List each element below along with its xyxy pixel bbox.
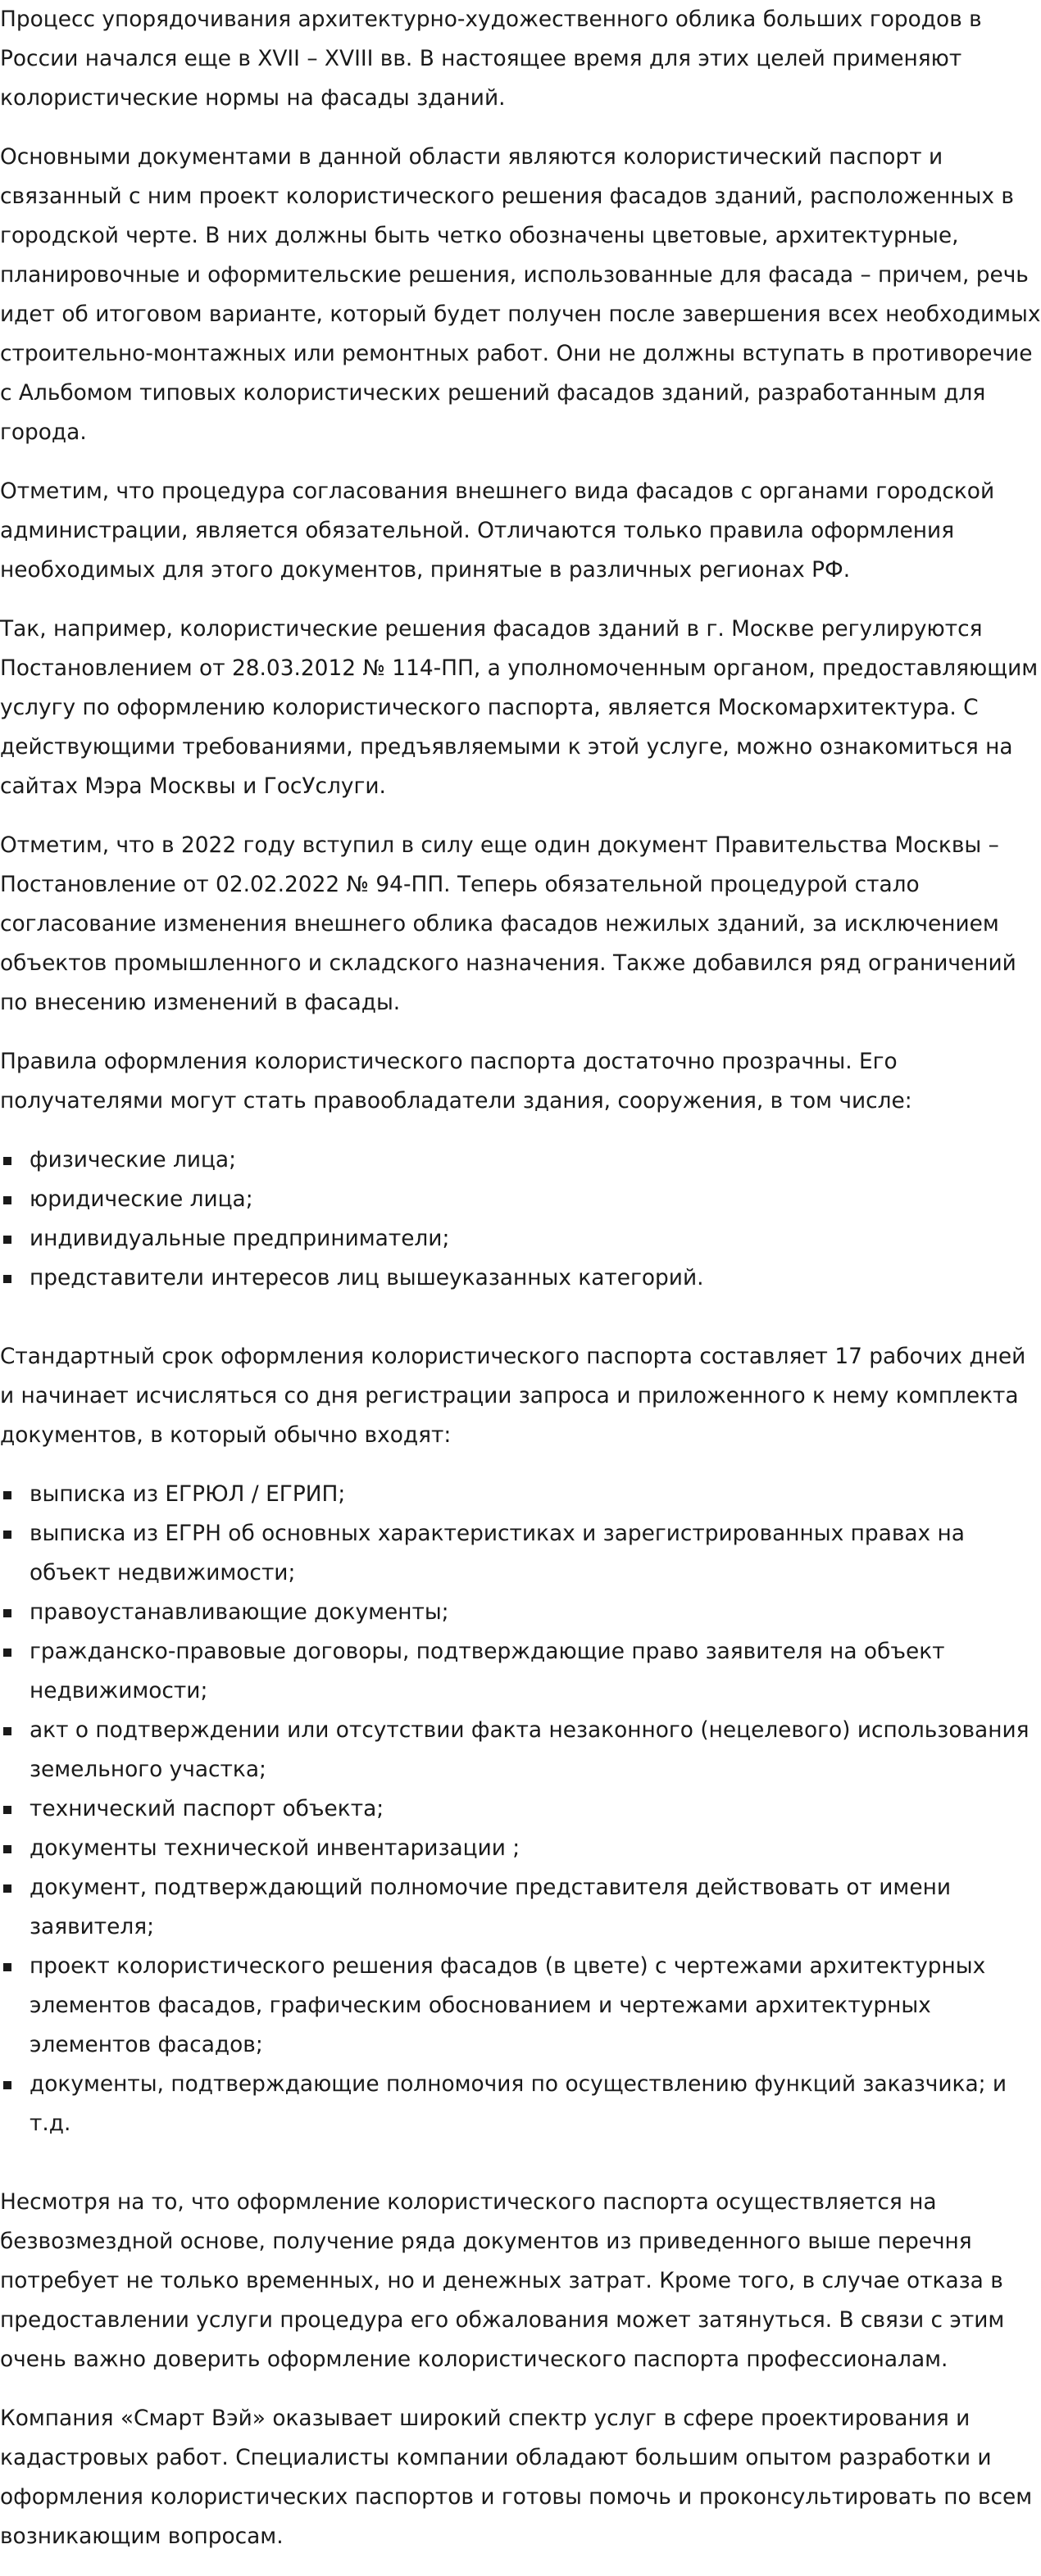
paragraph-approval-required: Отметим, что процедура согласования внешнего вида фасадов с органами городской администрации, является обязательной. Отличаются только правила оформления необходимых для этого документов, принятые в различных регионах РФ. [0,478,995,583]
list-item [0,1829,1041,1868]
list-item-text: представители интересов лиц вышеуказанных категорий. [30,1265,704,1290]
paragraph-2022-decree: Отметим, что в 2022 году вступил в силу еще один документ Правительства Москвы – Постановление от 02.02.2022 № 94-ПП. Теперь обязательной процедурой стало согласование изменения внешнего облика фасадов нежилых зданий, за исключением объектов промышленного и складского назначения. Также добавился ряд ограничений по внесению изменений в фасады. [0,832,1016,1015]
bullet-icon [3,1157,11,1165]
paragraph-main-documents: Основными документами в данной области являются колористический паспорт и связанный с ним проект колористического решения фасадов зданий, расположенных в городской черте. В них должны быть четко обозначены цветовые, архитектурные, планировочные и оформительские решения, использованные для фасада – причем, речь идет об итоговом варианте, который будет получен после завершения всех необходимых строительно-монтажных или ремонтных работ. Они не должны вступать в противоречие с Альбомом типовых колористических решений фасадов зданий, разработанным для города. [0,144,1041,445]
bullet-icon [3,1727,11,1735]
list-item [0,2065,1041,2143]
paragraph-company: Компания «Смарт Вэй» оказывает широкий спектр услуг в сфере проектирования и кадастровых работ. Специалисты компании обладают большим опытом разработки и оформления колористических паспортов и готовы помочь и проконсультировать по всем возникающим вопросам. [0,2406,1033,2549]
list-item-text: акт о подтверждении или отсутствии факта незаконного (нецелевого) использования земельного участка; [30,1717,1030,1782]
paragraph-term: Стандартный срок оформления колористического паспорта составляет 17 рабочих дней и начинает исчисляться со дня регистрации запроса и приложенного к нему комплекта документов, в который обычно входят: [0,1344,1026,1448]
paragraph-moscow-regulation: Так, например, колористические решения фасадов зданий в г. Москве регулируются Постановлением от 28.03.2012 № 114-ПП, а уполномоченным органом, предоставляющим услугу по оформлению колористического паспорта, является Москомархитектура. С действующими требованиями, предъявляемыми к этой услуге, можно ознакомиться на сайтах Мэра Москвы и ГосУслуги. [0,616,1039,799]
list-item [0,1789,1041,1829]
list-item-text: индивидуальные предприниматели; [30,1226,450,1251]
recipients-list [0,1141,1041,1298]
list-item [0,1947,1041,2065]
bullet-icon [3,1236,11,1244]
bullet-icon [3,1963,11,1971]
paragraph-history: Процесс упорядочивания архитектурно-художественного облика больших городов в России начался еще в XVII – XVIII вв. В настоящее время для этих целей применяют колористические нормы на фасады зданий. [0,7,982,111]
documents-list [0,1475,1041,2143]
list-item-text: проект колористического решения фасадов (в цвете) с чертежами архитектурных элементов фасадов, графическим обоснованием и чертежами архитектурных элементов фасадов; [30,1953,986,2057]
list-item [0,1141,1041,1180]
list-item [0,1593,1041,1632]
bullet-icon [3,1884,11,1893]
list-item-text: физические лица; [30,1147,236,1172]
bullet-icon [3,1649,11,1657]
list-item [0,1219,1041,1259]
paragraph-recipients-intro: Правила оформления колористического паспорта достаточно прозрачны. Его получателями могут стать правообладатели здания, сооружения, в том числе: [0,1049,912,1113]
list-item-text: выписка из ЕГРЮЛ / ЕГРИП; [30,1481,346,1507]
list-item-text: документы технической инвентаризации ; [30,1835,520,1861]
list-item [0,1514,1041,1593]
list-item-text: документы, подтверждающие полномочия по осуществлению функций заказчика; и т.д. [30,2071,1007,2136]
bullet-icon [3,1806,11,1814]
list-item-text: юридические лица; [30,1186,253,1212]
bullet-icon [3,1845,11,1853]
bullet-icon [3,2081,11,2089]
list-item-text: документ, подтверждающий полномочие представителя действовать от имени заявителя; [30,1875,951,1939]
bullet-icon [3,1491,11,1499]
list-item-text: выписка из ЕГРН об основных характеристиках и зарегистрированных правах на объект недвижимости; [30,1521,965,1585]
list-item [0,1711,1041,1789]
list-item [0,1180,1041,1219]
list-item [0,1259,1041,1298]
bullet-icon [3,1196,11,1204]
list-item-text: технический паспорт объекта; [30,1796,384,1821]
bullet-icon [3,1609,11,1617]
paragraph-costs: Несмотря на то, что оформление колористического паспорта осуществляется на безвозмездной основе, получение ряда документов из приведенного выше перечня потребует не только временных, но и денежных затрат. Кроме того, в случае отказа в предоставлении услуги процедура его обжалования может затянуться. В связи с этим очень важно доверить оформление колористического паспорта профессионалам. [0,2189,1005,2372]
list-item [0,1475,1041,1514]
list-item [0,1632,1041,1711]
list-item-text: гражданско-правовые договоры, подтверждающие право заявителя на объект недвижимости; [30,1639,945,1703]
list-item-text: правоустанавливающие документы; [30,1599,449,1625]
list-item [0,1868,1041,1947]
bullet-icon [3,1531,11,1539]
bullet-icon [3,1275,11,1283]
